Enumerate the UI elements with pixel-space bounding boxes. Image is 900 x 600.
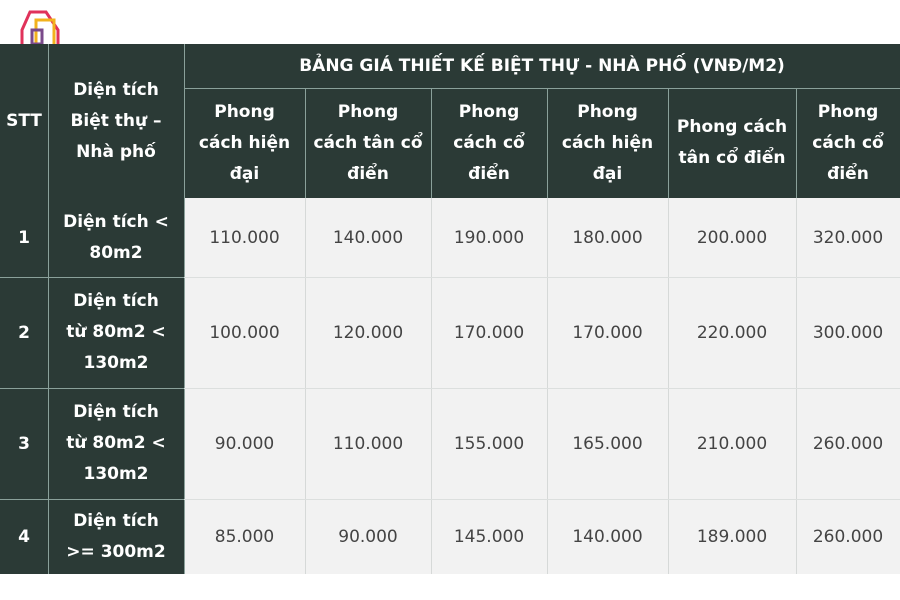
- divider: [184, 277, 900, 278]
- price-cell: 120.000: [305, 277, 431, 388]
- price-cell: 189.000: [668, 499, 796, 574]
- row-area-label: Diện tích từ 80m2 < 130m2: [66, 402, 166, 484]
- price-cell: 90.000: [184, 388, 305, 499]
- price-cell: 260.000: [796, 388, 900, 499]
- price-cell: 145.000: [431, 499, 547, 574]
- divider: [184, 499, 900, 500]
- area-header: Diện tích Biệt thự – Nhà phố: [70, 79, 162, 162]
- divider: [547, 198, 548, 574]
- row-number: 1: [18, 227, 30, 248]
- style-header-5: Phong cách tân cổ điển: [676, 117, 788, 168]
- divider: [796, 198, 797, 574]
- stt-header: STT: [6, 110, 42, 131]
- style-header-6: Phong cách cổ điển: [812, 101, 884, 184]
- style-header-1: Phong cách hiện đại: [198, 101, 291, 184]
- price-cell: 155.000: [431, 388, 547, 499]
- price-cell: 170.000: [431, 277, 547, 388]
- divider: [547, 88, 548, 198]
- price-cell: 300.000: [796, 277, 900, 388]
- price-cell: 320.000: [796, 198, 900, 277]
- row-number: 4: [18, 526, 30, 547]
- style-header-3: Phong cách cổ điển: [453, 101, 525, 184]
- row-area-label: Diện tích < 80m2: [63, 211, 169, 263]
- divider: [184, 388, 900, 389]
- price-cell: 190.000: [431, 198, 547, 277]
- divider: [184, 88, 900, 89]
- divider: [184, 44, 185, 574]
- price-cell: 200.000: [668, 198, 796, 277]
- price-cell: 85.000: [184, 499, 305, 574]
- table-title: BẢNG GIÁ THIẾT KẾ BIỆT THỰ - NHÀ PHỐ (VNĐ/M2): [299, 55, 785, 76]
- divider: [668, 88, 669, 198]
- price-cell: 140.000: [305, 198, 431, 277]
- style-header-4: Phong cách hiện đại: [561, 101, 654, 184]
- price-cell: 220.000: [668, 277, 796, 388]
- row-number: 2: [18, 322, 30, 343]
- row-area-label: Diện tích từ 80m2 < 130m2: [66, 291, 166, 373]
- price-cell: 165.000: [547, 388, 668, 499]
- divider: [431, 198, 432, 574]
- price-cell: 210.000: [668, 388, 796, 499]
- divider: [0, 499, 184, 500]
- price-cell: 170.000: [547, 277, 668, 388]
- divider: [431, 88, 432, 198]
- price-table: [0, 44, 900, 574]
- divider: [305, 198, 306, 574]
- price-cell: 260.000: [796, 499, 900, 574]
- price-cell: 90.000: [305, 499, 431, 574]
- style-header-2: Phong cách tân cổ điển: [313, 101, 423, 184]
- row-area-label: Diện tích >= 300m2: [66, 510, 166, 562]
- price-cell: 180.000: [547, 198, 668, 277]
- price-cell: 140.000: [547, 499, 668, 574]
- price-cell: 110.000: [184, 198, 305, 277]
- divider: [796, 88, 797, 198]
- divider: [668, 198, 669, 574]
- divider: [48, 44, 49, 574]
- price-cell: 100.000: [184, 277, 305, 388]
- divider: [0, 388, 184, 389]
- divider: [0, 277, 184, 278]
- divider: [305, 88, 306, 198]
- price-cell: 110.000: [305, 388, 431, 499]
- row-number: 3: [18, 433, 30, 454]
